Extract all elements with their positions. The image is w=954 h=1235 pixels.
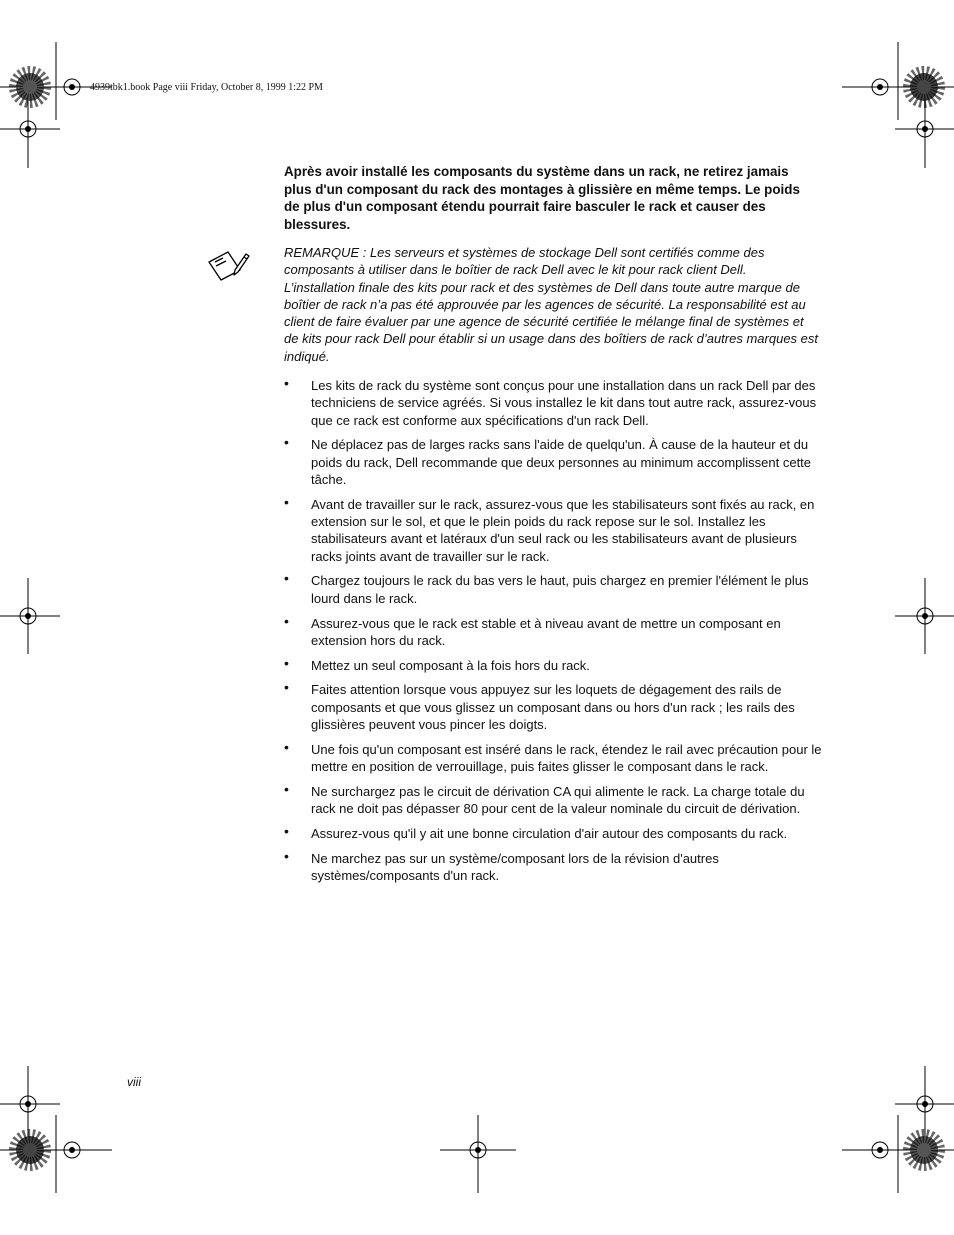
list-item	[284, 377, 824, 429]
list-item	[284, 612, 824, 650]
list-item	[284, 780, 824, 818]
header-stamp: 4939tbk1.book Page viii Friday, October 8, 1999 1:22 PM	[90, 82, 323, 93]
list-item	[284, 738, 824, 776]
list-item-text: Mettez un seul composant à la fois hors du rack.	[311, 657, 590, 673]
bullet-symbol: •	[284, 570, 289, 587]
bullet-symbol: •	[284, 375, 289, 391]
bullet-symbol: •	[284, 434, 289, 451]
list-item-text: Les kits de rack du système sont conçus pour une installation dans un rack Dell par des techniciens de service agréés. Si vous installez le kit dans tout autre rack, assurez-vous que ce rack est conforme aux spécifications d'un rack Dell.	[311, 378, 817, 428]
bullet-symbol: •	[284, 679, 289, 696]
safety-bullet-list	[284, 377, 824, 892]
list-item	[284, 572, 824, 607]
bullet-symbol: •	[284, 847, 289, 864]
list-item	[284, 493, 824, 565]
list-item-text: Une fois qu'un composant est inséré dans le rack, étendez le rail avec précaution pour le mettre en position de verrouillage, puis faites glisser le composant dans le rack.	[311, 741, 822, 775]
list-item	[284, 436, 824, 488]
bullet-symbol: •	[284, 493, 289, 510]
list-item-text: Faites attention lorsque vous appuyez sur les loquets de dégagement des rails de composants et que vous glissez un composant dans ou hors d'un rack ; les rails des glissières peuvent vous pincer les doigts.	[311, 682, 795, 733]
bullet-symbol: •	[284, 738, 289, 755]
note-text: REMARQUE : Les serveurs et systèmes de stockage Dell sont certifiés comme des composants à utiliser dans le boîtier de rack Dell avec le kit pour rack client Dell. L’installation finale des kits pour rack et des systèmes de Dell dans toute autre marque de boîtier de rack n’a pas été approuvée par les agences de sécurité. La responsabilité est au client de faire évaluer par une agence de sécurité certifiée le mélange final de systèmes et de kits pour rack Dell pour établir si un usage dans des boîtiers de rack d’autres marques est indiqué.	[284, 245, 818, 364]
bullet-symbol: •	[284, 823, 289, 840]
list-item-text: Assurez-vous qu'il y ait une bonne circulation d'air autour des composants du rack.	[311, 826, 788, 842]
note-pencil-icon	[206, 248, 250, 282]
list-item	[284, 654, 824, 674]
list-item-text: Ne surchargez pas le circuit de dérivation CA qui alimente le rack. La charge totale du rack ne doit pas dépasser 80 pour cent de la valeur nominale du circuit de dérivation.	[311, 783, 805, 817]
list-item	[284, 825, 824, 842]
bullet-symbol: •	[284, 612, 289, 629]
list-item-text: Chargez toujours le rack du bas vers le haut, puis chargez en premier l'élément le plus lourd dans le rack.	[311, 573, 809, 606]
bullet-symbol: •	[284, 780, 289, 797]
list-item	[284, 847, 824, 885]
warning-text: Après avoir installé les composants du système dans un rack, ne retirez jamais plus d'un composant du rack des montages à glissière en même temps. Le poids de plus d'un composant étendu pourrait faire basculer le rack et causer des blessures.	[284, 164, 800, 232]
list-item-text: Avant de travailler sur le rack, assurez-vous que les stabilisateurs sont fixés au rack, en extension sur le sol, et que le plein poids du rack repose sur le sol. Installez les stabilisateurs avant et latéraux d'un seul rack ou les stabilisateurs avant de plusieurs racks joints avant de travailler sur le rack.	[311, 496, 815, 564]
list-item-text: Assurez-vous que le rack est stable et à niveau avant de mettre un composant en extension hors du rack.	[311, 615, 781, 648]
list-item-text: Ne déplacez pas de larges racks sans l'aide de quelqu'un. À cause de la hauteur et du poids du rack, Dell recommande que deux personnes au minimum accomplissent cette tâche.	[311, 437, 812, 487]
page-number: viii	[127, 1075, 141, 1089]
list-item-text: Ne marchez pas sur un système/composant lors de la révision d'autres systèmes/composants d'un rack.	[311, 850, 719, 884]
bullet-symbol: •	[284, 654, 289, 671]
list-item	[284, 681, 824, 733]
